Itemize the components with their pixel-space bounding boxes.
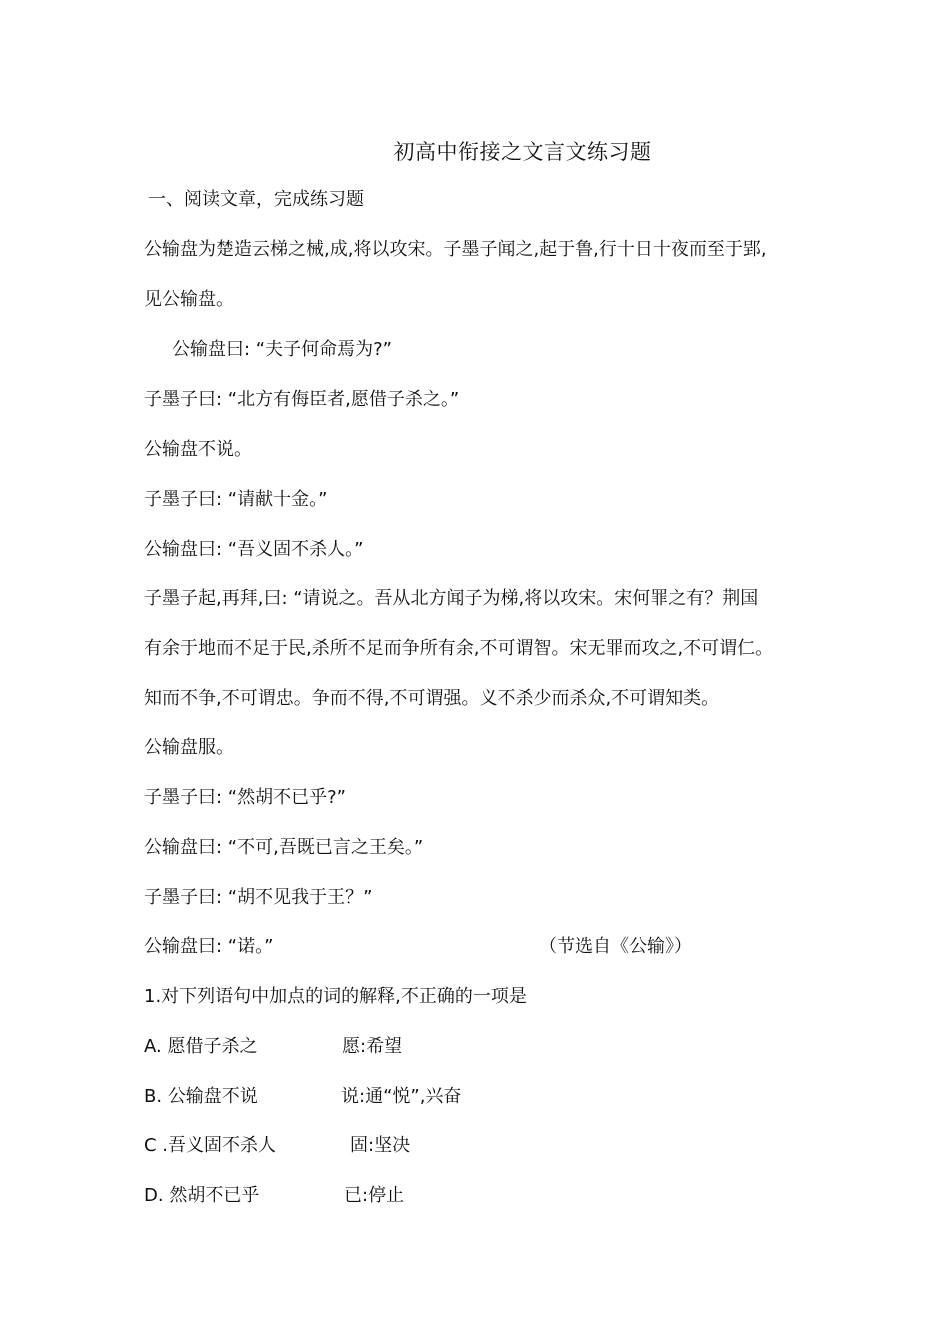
section-heading: 一、阅读文章，完成练习题 xyxy=(148,189,364,210)
passage-line-2: 见公输盘。 xyxy=(144,289,234,310)
option-letter: C . xyxy=(144,1135,169,1156)
option-gloss: 固:坚决 xyxy=(350,1135,411,1156)
option-b xyxy=(144,1084,462,1110)
passage-line-8: 子墨子起,再拜,曰: “请说之。吾从北方闻子为梯,将以攻宋。宋何罪之有？荆国 xyxy=(144,588,759,609)
passage-last-line xyxy=(144,934,692,960)
option-a xyxy=(144,1034,403,1060)
document-title: 初高中衔接之文言文练习题 xyxy=(393,140,652,164)
passage-line-1: 公输盘为楚造云梯之械,成,将以攻宋。子墨子闻之,起于鲁,行十日十夜而至于郢, xyxy=(144,239,767,260)
passage-line-11: 公输盘服。 xyxy=(144,737,234,758)
passage-line-7: 公输盘曰: “吾义固不杀人。” xyxy=(144,539,364,560)
option-letter: A. xyxy=(144,1036,162,1057)
passage-last-text: 公输盘曰: “诺。” xyxy=(144,936,274,957)
option-letter: B. xyxy=(144,1086,163,1107)
source-citation: （节选自《公输》） xyxy=(539,936,692,957)
option-text: 公输盘不说 xyxy=(167,1086,258,1107)
question-stem: 1.对下列语句中加点的词的解释,不正确的一项是 xyxy=(144,986,527,1007)
passage-line-14: 子墨子曰: “胡不见我于王？” xyxy=(144,887,373,908)
option-d xyxy=(144,1183,405,1209)
passage-line-9: 有余于地而不足于民,杀所不足而争所有余,不可谓智。宋无罪而攻之,不可谓仁。 xyxy=(144,638,774,659)
passage-line-6: 子墨子曰: “请献十金。” xyxy=(144,489,328,510)
passage-line-4: 子墨子曰: “北方有侮臣者,愿借子杀之。” xyxy=(144,389,460,410)
option-text: 愿借子杀之 xyxy=(167,1036,258,1057)
passage-line-13: 公输盘曰: “不可,吾既已言之王矣。” xyxy=(144,837,424,858)
passage-line-10: 知而不争,不可谓忠。争而不得,不可谓强。义不杀少而杀众,不可谓知类。 xyxy=(144,688,720,709)
option-gloss: 愿:希望 xyxy=(342,1036,403,1057)
passage-line-3: 公输盘曰: “夫子何命焉为?” xyxy=(172,339,392,360)
option-text: 然胡不已乎 xyxy=(169,1185,260,1206)
passage-line-12: 子墨子曰: “然胡不已乎?” xyxy=(144,787,346,808)
option-gloss: 说:通“悦”,兴奋 xyxy=(341,1086,462,1107)
passage-line-5: 公输盘不说。 xyxy=(144,439,252,460)
option-text: 吾义固不杀人 xyxy=(168,1135,277,1156)
option-gloss: 已:停止 xyxy=(344,1185,405,1206)
option-letter: D. xyxy=(144,1185,164,1206)
option-c xyxy=(144,1133,411,1159)
